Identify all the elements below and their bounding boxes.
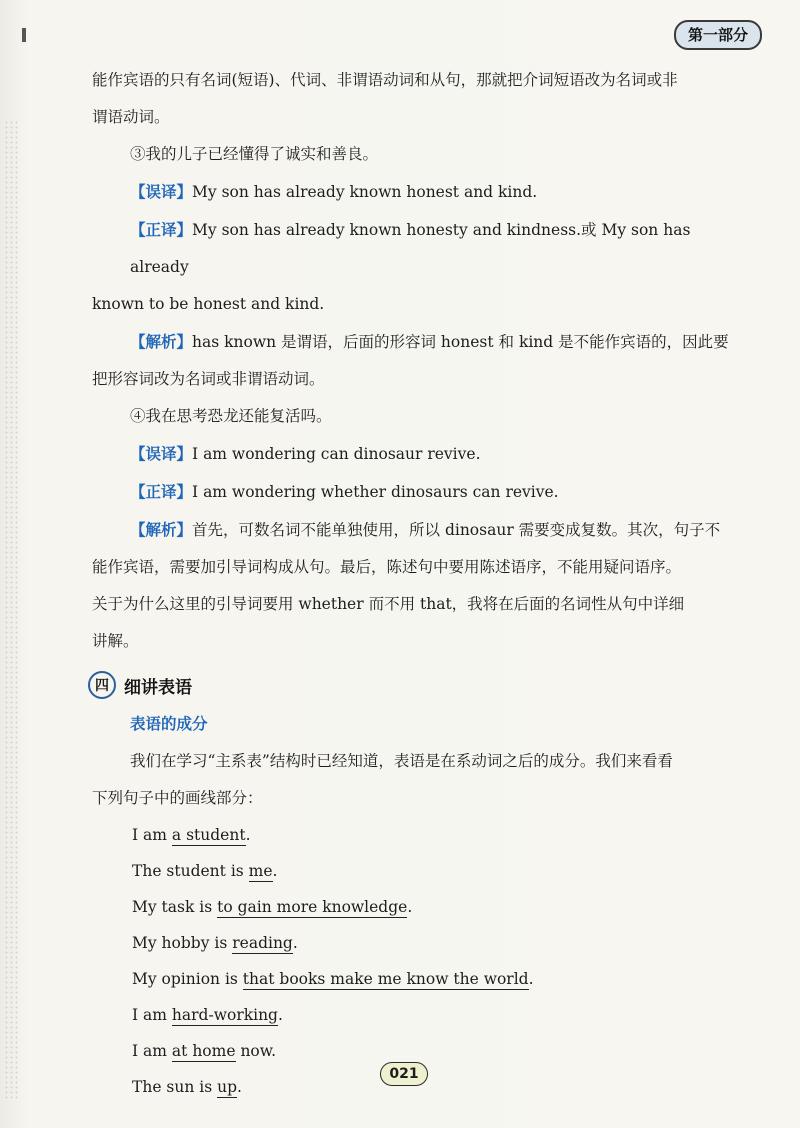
analysis-continued: 讲解。: [92, 632, 139, 650]
wrong-tag: 【误译】: [130, 182, 193, 201]
section-number-badge: 四: [88, 671, 116, 699]
example-post: .: [272, 862, 278, 880]
correct-tag: 【正译】: [130, 220, 193, 239]
binding-texture: [4, 120, 18, 1100]
wrong-translation: [92, 173, 752, 211]
example-line: [92, 889, 752, 925]
example-pre: The sun is: [132, 1078, 218, 1096]
example-pre: I am: [132, 1042, 172, 1060]
page-content: [92, 62, 752, 1105]
intro-line: 谓语动词。: [92, 108, 170, 126]
section-intro: 我们在学习“主系表”结构时已经知道，表语是在系动词之后的成分。我们来看看: [130, 752, 673, 770]
analysis-text: has known 是谓语，后面的形容词 honest 和 kind 是不能作宾语的，因此要: [192, 333, 729, 351]
example-pre: I am: [132, 826, 172, 844]
example-line: [92, 853, 752, 889]
wrong-translation: [92, 435, 752, 473]
correct-translation: [92, 211, 752, 286]
correct-text: My son has already known honesty and kindness.或 My son has already: [130, 221, 691, 276]
underlined-predicative: hard-working: [171, 1006, 278, 1024]
example-post: .: [528, 970, 534, 988]
underlined-predicative: me: [248, 862, 273, 880]
example-pre: I am: [132, 1006, 172, 1024]
underlined-predicative: at home: [171, 1042, 236, 1060]
correct-tag: 【正译】: [130, 482, 193, 501]
binding-mark: [22, 28, 26, 42]
underlined-predicative: to gain more knowledge: [217, 898, 408, 916]
example-line: [92, 997, 752, 1033]
underlined-predicative: that books make me know the world: [242, 970, 529, 988]
example-sentence: ③我的儿子已经懂得了诚实和善良。: [130, 145, 379, 163]
analysis-continued: 关于为什么这里的引导词要用 whether 而不用 that，我将在后面的名词性从句中详细: [92, 595, 685, 613]
example-post: .: [237, 1078, 242, 1096]
section-title: 细讲表语: [124, 677, 192, 698]
example-post: .: [277, 1006, 283, 1024]
analysis-continued: 把形容词改为名词或非谓语动词。: [92, 370, 325, 388]
analysis-text: 首先，可数名词不能单独使用，所以 dinosaur 需要变成复数。其次，句子不: [192, 521, 721, 539]
analysis-continued: 能作宾语，需要加引导词构成从句。最后，陈述句中要用陈述语序，不能用疑问语序。: [92, 558, 682, 576]
example-post: now.: [235, 1042, 277, 1060]
section-intro-continued: 下列句子中的画线部分：: [92, 789, 263, 807]
analysis-tag: 【解析】: [130, 332, 193, 351]
section-tab: 第一部分: [674, 20, 762, 50]
example-sentence: ④我在思考恐龙还能复活吗。: [130, 407, 332, 425]
example-pre: My task is: [132, 898, 218, 916]
example-line: [92, 925, 752, 961]
example-post: .: [245, 826, 251, 844]
page-number: 021: [380, 1062, 428, 1086]
example-post: .: [407, 898, 413, 916]
subheading: 表语的成分: [130, 715, 208, 733]
underlined-predicative: reading: [232, 934, 293, 952]
correct-text: I am wondering whether dinosaurs can revive.: [192, 483, 559, 501]
example-line: [92, 961, 752, 997]
example-pre: My hobby is: [132, 934, 233, 952]
section-heading: [92, 666, 752, 704]
underlined-predicative: up: [217, 1078, 238, 1096]
example-pre: The student is: [132, 862, 249, 880]
correct-translation: [92, 473, 752, 511]
example-line: [92, 817, 752, 853]
analysis-tag: 【解析】: [130, 520, 193, 539]
analysis: [92, 323, 752, 361]
wrong-text: I am wondering can dinosaur revive.: [192, 445, 481, 463]
correct-text-continued: known to be honest and kind.: [92, 295, 325, 313]
example-list: [92, 817, 752, 1105]
intro-line: 能作宾语的只有名词(短语)、代词、非谓语动词和从句，那就把介词短语改为名词或非: [92, 71, 678, 89]
example-pre: My opinion is: [132, 970, 243, 988]
underlined-predicative: a student: [171, 826, 246, 844]
wrong-tag: 【误译】: [130, 444, 193, 463]
wrong-text: My son has already known honest and kind.: [192, 183, 538, 201]
example-post: .: [292, 934, 298, 952]
analysis: [92, 511, 752, 549]
